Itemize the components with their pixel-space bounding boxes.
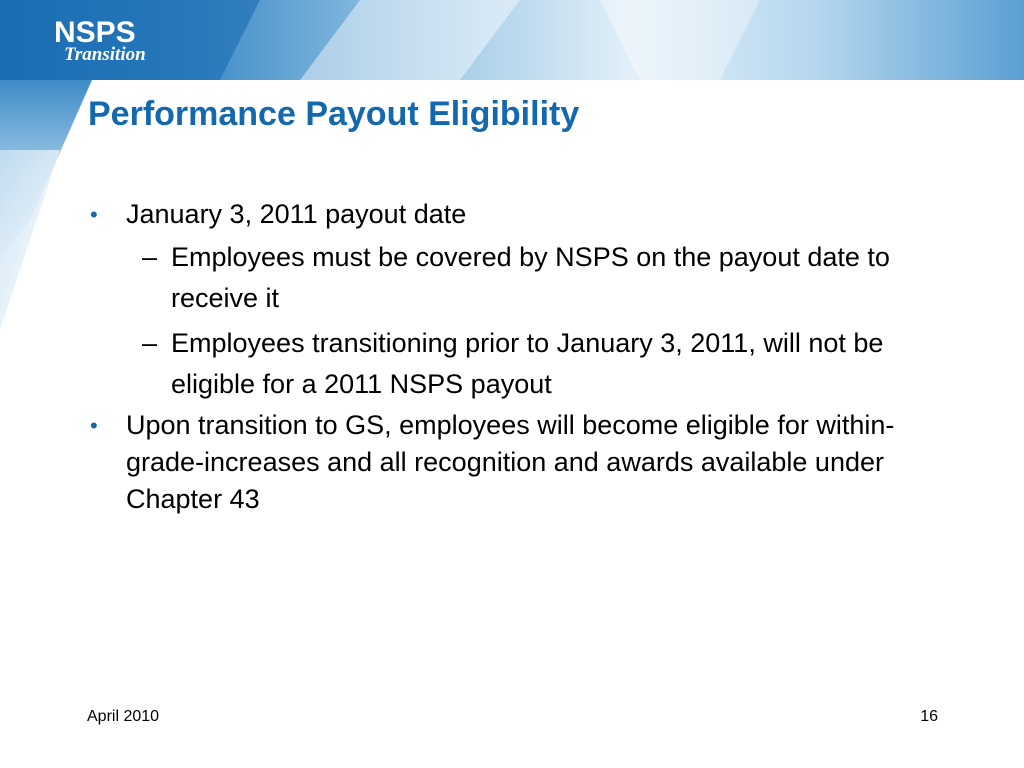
bullet-item xyxy=(88,407,948,518)
sub-bullet-text: Employees transitioning prior to January 3, 2011, will not be eligible for a 2011 NSPS payout xyxy=(171,328,884,399)
slide-title: Performance Payout Eligibility xyxy=(88,95,580,133)
bullet-marker-icon: • xyxy=(90,413,98,438)
bullet-item xyxy=(88,196,948,233)
footer-date: April 2010 xyxy=(87,708,160,725)
bullet-text: January 3, 2011 payout date xyxy=(126,199,467,229)
dash-marker-icon: – xyxy=(142,328,158,358)
slide-number: 16 xyxy=(920,708,938,725)
nsps-transition-logo xyxy=(54,18,184,66)
dash-marker-icon: – xyxy=(142,242,158,272)
sub-bullet-item xyxy=(88,237,948,319)
logo-wordmark: NSPS xyxy=(54,16,136,49)
sub-bullet-text: Employees must be covered by NSPS on the payout date to receive it xyxy=(171,242,890,313)
bullet-text: Upon transition to GS, employees will become eligible for within-grade-increases and all recognition and awards available under Chapter 43 xyxy=(126,410,895,514)
sub-bullet-item xyxy=(88,323,948,405)
bullet-marker-icon: • xyxy=(90,202,98,227)
slide-body xyxy=(88,196,948,522)
logo-subtitle: Transition xyxy=(64,44,146,65)
